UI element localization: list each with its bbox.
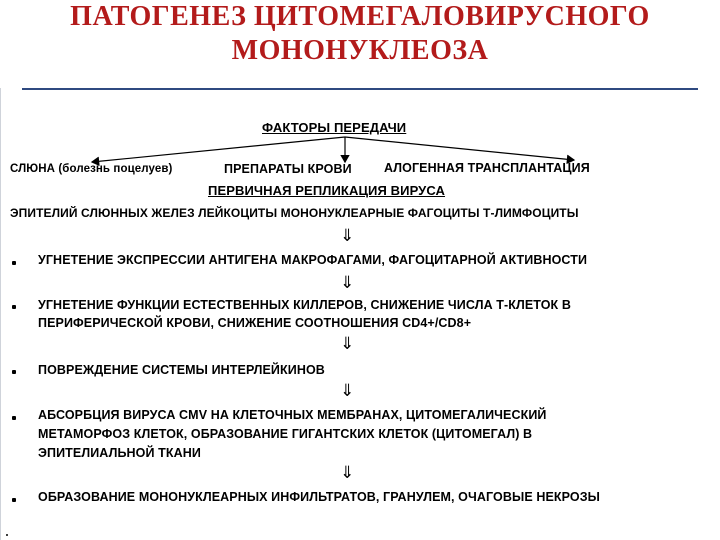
step-2-line-1: УГНЕТЕНИЕ ФУНКЦИИ ЕСТЕСТВЕННЫХ КИЛЛЕРОВ, СНИЖЕНИЕ ЧИСЛА Т-КЛЕТОК В	[38, 298, 571, 312]
step-1-line-1: УГНЕТЕНИЕ ЭКСПРЕССИИ АНТИГЕНА МАКРОФАГАМИ, ФАГОЦИТАРНОЙ АКТИВНОСТИ	[38, 253, 588, 267]
bullet-icon	[12, 370, 16, 374]
stray-dot	[6, 534, 8, 536]
step-2-line-2: ПЕРИФЕРИЧЕСКОЙ КРОВИ, СНИЖЕНИЕ СООТНОШЕНИЯ CD4+/CD8+	[38, 316, 472, 330]
down-arrow-icon: ⇓	[340, 381, 355, 401]
page-title-line-2: МОНОНУКЛЕОЗА	[231, 35, 489, 66]
factor-saliva: СЛЮНА (болезнь поцелуев)	[10, 163, 173, 175]
page-title-line-1: ПАТОГЕНЕЗ ЦИТОМЕГАЛОВИРУСНОГО	[70, 1, 650, 32]
factors-heading: ФАКТОРЫ ПЕРЕДАЧИ	[262, 120, 407, 135]
down-arrow-icon: ⇓	[340, 226, 355, 246]
connector-to-transplant	[345, 137, 574, 160]
factor-allogeneic-transplant: АЛОГЕННАЯ ТРАНСПЛАНТАЦИЯ	[384, 161, 590, 175]
bullet-icon	[12, 261, 16, 265]
down-arrow-icon: ⇓	[340, 463, 355, 483]
step-3-line-1: ПОВРЕЖДЕНИЕ СИСТЕМЫ ИНТЕРЛЕЙКИНОВ	[38, 363, 325, 377]
step-4-line-3: ЭПИТЕЛИАЛЬНОЙ ТКАНИ	[38, 446, 201, 460]
bullet-icon	[12, 305, 16, 309]
step-5-line-1: ОБРАЗОВАНИЕ МОНОНУКЛЕАРНЫХ ИНФИЛЬТРАТОВ, ГРАНУЛЕМ, ОЧАГОВЫЕ НЕКРОЗЫ	[38, 490, 600, 504]
replication-sites: ЭПИТЕЛИЙ СЛЮННЫХ ЖЕЛЕЗ ЛЕЙКОЦИТЫ МОНОНУКЛЕАРНЫЕ ФАГОЦИТЫ Т-ЛИМФОЦИТЫ	[10, 206, 579, 220]
primary-replication-heading: ПЕРВИЧНАЯ РЕПЛИКАЦИЯ ВИРУСА	[208, 183, 446, 198]
step-4-line-1: АБСОРБЦИЯ ВИРУСА CMV НА КЛЕТОЧНЫХ МЕМБРАНАХ, ЦИТОМЕГАЛИЧЕСКИЙ	[38, 408, 547, 422]
step-4-line-2: МЕТАМОРФОЗ КЛЕТОК, ОБРАЗОВАНИЕ ГИГАНТСКИХ КЛЕТОК (ЦИТОМЕГАЛ) В	[38, 427, 533, 441]
connector-to-saliva	[92, 137, 345, 162]
down-arrow-icon: ⇓	[340, 334, 355, 354]
bullet-icon	[12, 498, 16, 502]
factor-blood-products: ПРЕПАРАТЫ КРОВИ	[224, 162, 352, 176]
down-arrow-icon: ⇓	[340, 273, 355, 293]
bullet-icon	[12, 416, 16, 420]
